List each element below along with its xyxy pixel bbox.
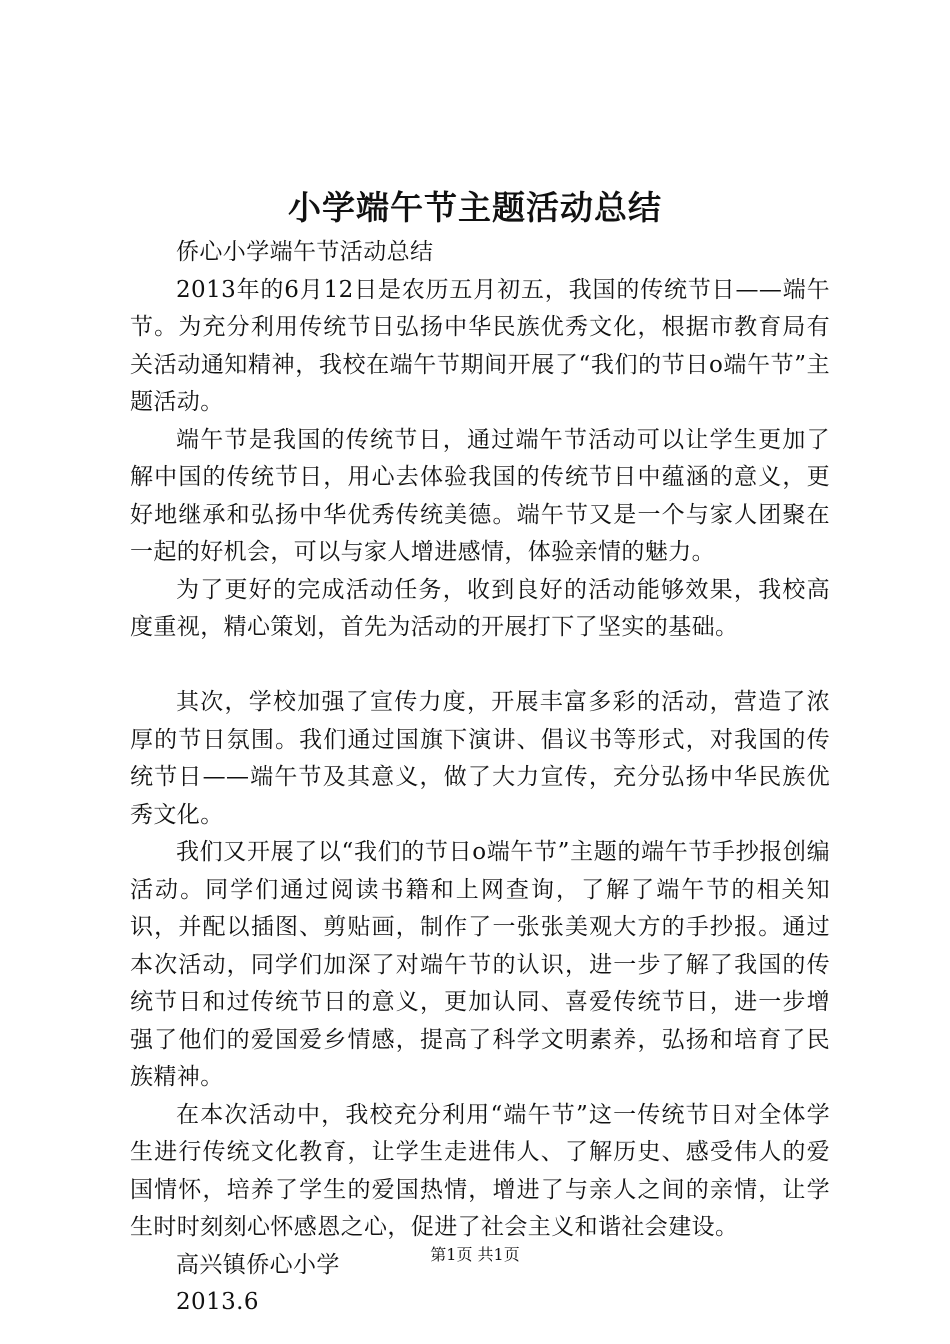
body-paragraph: 其次，学校加强了宣传力度，开展丰富多彩的活动，营造了浓厚的节日氛围。我们通过国旗下演讲、倡议书等形式，对我国的传统节日——端午节及其意义，做了大力宣传，充分弘扬中华民族优秀文化。	[130, 689, 830, 828]
body-paragraph: 2013年的6月12日是农历五月初五，我国的传统节日——端午节。为充分利用传统节日弘扬中华民族优秀文化，根据市教育局有关活动通知精神，我校在端午节期间开展了“我们的节日o端午节”主题活动。	[130, 276, 830, 415]
document-title: 小学端午节主题活动总结	[288, 188, 662, 227]
subtitle-paragraph: 侨心小学端午节活动总结	[176, 239, 434, 265]
body-paragraph: 在本次活动中，我校充分利用“端午节”这一传统节日对全体学生进行传统文化教育，让学生走进伟人、了解历史、感受伟人的爱国情怀，培养了学生的爱国热情，增进了与亲人之间的亲情，让学生时时刻刻心怀感恩之心，促进了社会主义和谐社会建设。	[130, 1101, 830, 1240]
body-paragraph: 端午节是我国的传统节日，通过端午节活动可以让学生更加了解中国的传统节日，用心去体验我国的传统节日中蕴涵的意义，更好地继承和弘扬中华优秀传统美德。端午节又是一个与家人团聚在一起的好机会，可以与家人增进感情，体验亲情的魅力。	[130, 426, 830, 565]
document-body	[130, 234, 830, 1322]
signature-school: 高兴镇侨心小学	[176, 1251, 340, 1278]
body-paragraph: 我们又开展了以“我们的节日o端午节”主题的端午节手抄报创编活动。同学们通过阅读书籍和上网查询，了解了端午节的相关知识，并配以插图、剪贴画，制作了一张张美观大方的手抄报。通过本次活动，同学们加深了对端午节的认识，进一步了解了我国的传统节日和过传统节日的意义，更加认同、喜爱传统节日，进一步增强了他们的爱国爱乡情感，提高了科学文明素养，弘扬和培育了民族精神。	[130, 839, 830, 1090]
page-footer: 第1页 共1页	[430, 1245, 520, 1264]
body-paragraph: 为了更好的完成活动任务，收到良好的活动能够效果，我校高度重视，精心策划，首先为活动的开展打下了坚实的基础。	[130, 576, 830, 640]
signature-date: 2013.6	[176, 1289, 259, 1315]
